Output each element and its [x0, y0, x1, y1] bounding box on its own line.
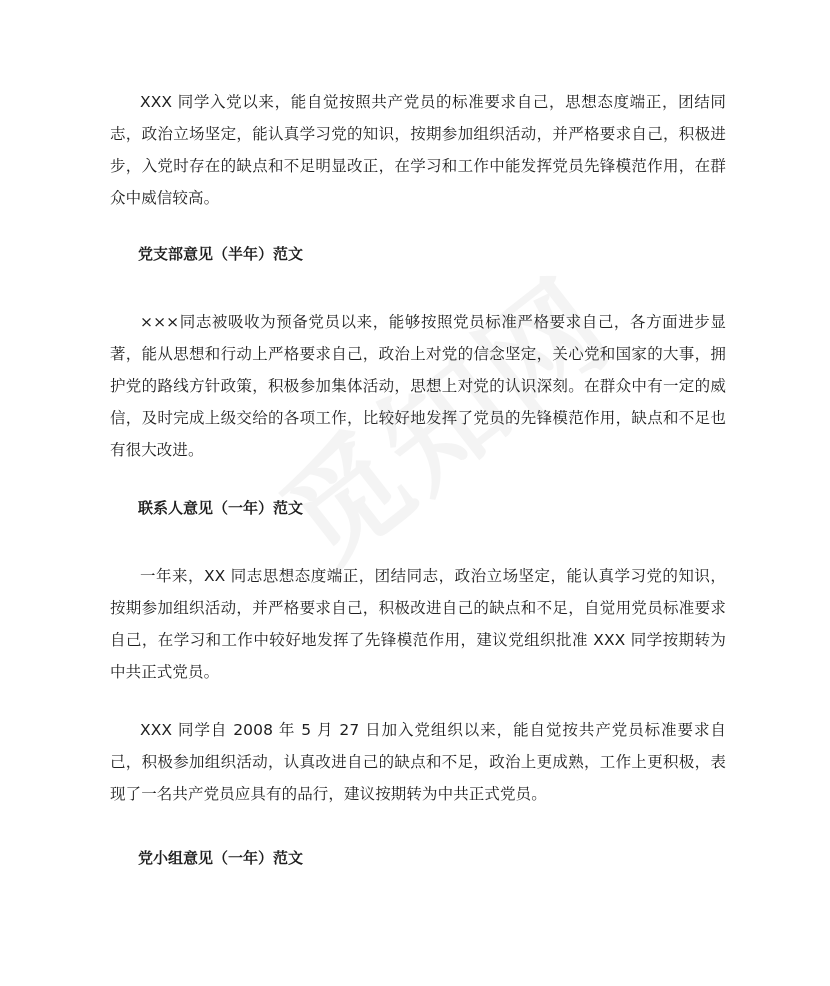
paragraph-membership-conversion — [110, 714, 726, 810]
paragraph-text: 一年来，XX 同志思想态度端正，团结同志，政治立场坚定，能认真学习党的知识，按期参加组织活动，并严格要求自己，积极改进自己的缺点和不足，自觉用党员标准要求自己，在学习和工作中较好地发挥了先锋模范作用，建议党组织批准 XXX 同学按期转为中共正式党员。 — [110, 567, 726, 681]
section-heading: 党支部意见（半年）范文 — [138, 245, 304, 263]
paragraph-text: ×××同志被吸收为预备党员以来，能够按照党员标准严格要求自己，各方面进步显著，能从思想和行动上严格要求自己，政治上对党的信念坚定，关心党和国家的大事，拥护党的路线方针政策，积极参加集体活动，思想上对党的认识深刻。在群众中有一定的威信，及时完成上级交给的各项工作，比较好地发挥了党员的先锋模范作用，缺点和不足也有很大改进。 — [110, 313, 726, 459]
paragraph-contact-opinion — [110, 560, 726, 688]
heading-contact-opinion-one-year — [110, 492, 726, 524]
paragraph-branch-opinion — [110, 306, 726, 466]
paragraph-text: XXX 同学自 2008 年 5 月 27 日加入党组织以来，能自觉按共产党员标准要求自己，积极参加组织活动，认真改进自己的缺点和不足，政治上更成熟，工作上更积极，表现了一名共产党员应具有的品行，建议按期转为中共正式党员。 — [110, 721, 726, 803]
paragraph-student-evaluation — [110, 86, 726, 214]
section-heading: 党小组意见（一年）范文 — [138, 849, 304, 867]
heading-branch-opinion-half-year — [110, 238, 726, 270]
heading-group-opinion-one-year — [110, 842, 726, 874]
section-heading: 联系人意见（一年）范文 — [138, 499, 304, 517]
paragraph-text: XXX 同学入党以来，能自觉按照共产党员的标准要求自己，思想态度端正，团结同志，政治立场坚定，能认真学习党的知识，按期参加组织活动，并严格要求自己，积极进步，入党时存在的缺点和不足明显改正，在学习和工作中能发挥党员先锋模范作用，在群众中威信较高。 — [110, 93, 726, 207]
